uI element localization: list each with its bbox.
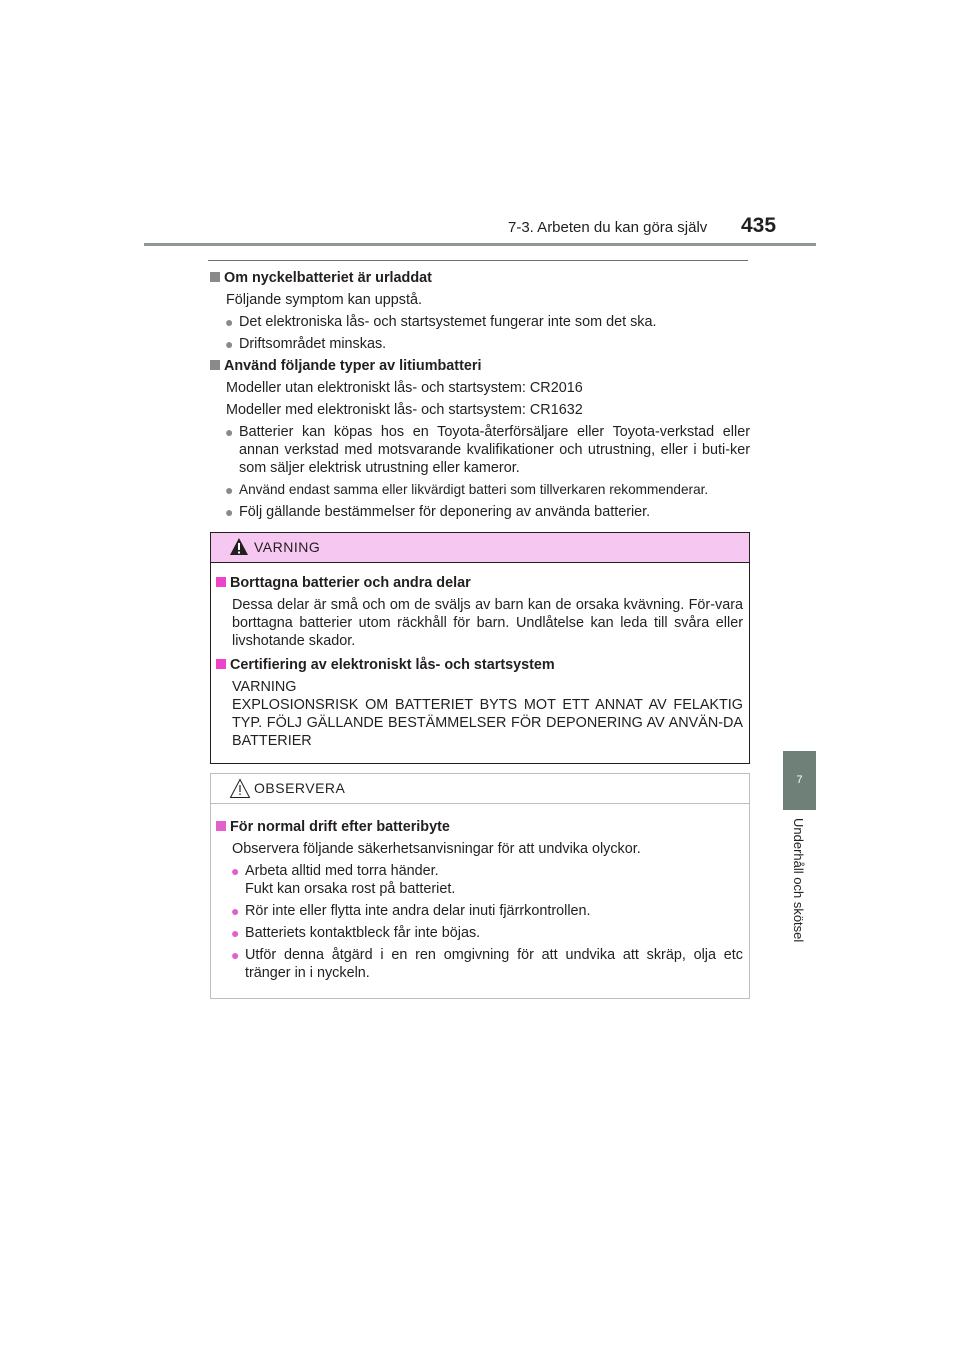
paragraph: VARNING <box>232 679 297 695</box>
list-item: ● Batteriets kontaktbleck får inte böjas. <box>231 925 481 941</box>
bullet-dot-icon: ● <box>225 504 234 520</box>
square-bullet-icon <box>210 360 220 370</box>
list-item: ● Använd endast samma eller likvärdigt batteri som tillverkaren rekommenderar. <box>225 482 709 498</box>
header-section-title: 7-3. Arbeten du kan göra själv <box>508 219 708 236</box>
header-rule <box>144 243 816 246</box>
list-item: ● Driftsområdet minskas. <box>225 336 387 352</box>
bullet-dot-icon: ● <box>225 482 234 498</box>
section-heading-battery-types: Använd följande typer av litiumbatteri <box>210 357 750 375</box>
bullet-dot-icon: ● <box>231 925 240 941</box>
caution-header <box>211 774 749 804</box>
bullet-dot-icon: ● <box>231 903 240 919</box>
warning-triangle-icon <box>229 537 249 556</box>
warning-heading-removed-parts: Borttagna batterier och andra delar <box>216 574 743 592</box>
square-bullet-icon <box>216 577 226 587</box>
caution-box <box>210 773 750 999</box>
list-item: ● Utför denna åtgärd i en ren omgivning för att undvika att skräp, olja etc tränger in i nyckeln. <box>231 947 743 981</box>
square-bullet-icon <box>216 821 226 831</box>
warning-body <box>211 563 749 762</box>
paragraph: EXPLOSIONSRISK OM BATTERIET BYTS MOT ETT ANNAT AV FELAKTIG TYP. FÖLJ GÄLLANDE BESTÄMMELSER FÖR DEPONERING AV ANVÄN-DA BATTERIER <box>232 697 743 749</box>
paragraph: Observera följande säkerhetsanvisningar för att undvika olyckor. <box>232 841 641 857</box>
warning-heading-certification: Certifiering av elektroniskt lås- och startsystem <box>216 656 743 674</box>
chapter-side-label: Underhåll och skötsel <box>791 818 806 943</box>
square-bullet-icon <box>210 272 220 282</box>
content-top-rule <box>208 260 748 261</box>
main-content <box>210 266 750 521</box>
paragraph: Följande symptom kan uppstå. <box>226 292 422 308</box>
warning-label: VARNING <box>254 539 321 555</box>
caution-heading: För normal drift efter batteribyte <box>216 818 743 836</box>
warning-header <box>211 533 749 563</box>
section-heading-dead-battery: Om nyckelbatteriet är urladdat <box>210 269 750 287</box>
paragraph: Modeller med elektroniskt lås- och startsystem: CR1632 <box>226 402 583 418</box>
chapter-tab: 7 <box>783 751 816 810</box>
bullet-dot-icon: ● <box>231 947 240 963</box>
bullet-dot-icon: ● <box>231 863 240 879</box>
page-number: 435 <box>741 214 777 237</box>
bullet-dot-icon: ● <box>225 424 234 440</box>
bullet-dot-icon: ● <box>225 336 234 352</box>
paragraph: Modeller utan elektroniskt lås- och startsystem: CR2016 <box>226 380 583 396</box>
square-bullet-icon <box>216 659 226 669</box>
caution-label: OBSERVERA <box>254 780 346 796</box>
bullet-dot-icon: ● <box>225 314 234 330</box>
list-item: ● Batterier kan köpas hos en Toyota-återförsäljare eller Toyota-verkstad eller annan verkstad med motsvarande kvalifikationer och utrustning, eller i buti-ker som säljer elektrisk utrustning eller kameror. <box>225 424 750 476</box>
paragraph: Dessa delar är små och om de sväljs av barn kan de orsaka kvävning. För-vara borttagna batterier utom räckhåll för barn. Undlåtelse kan leda till svåra eller livshotande skador. <box>232 597 743 649</box>
list-item: ● Det elektroniska lås- och startsystemet fungerar inte som det ska. <box>225 314 657 330</box>
list-item: ● Rör inte eller flytta inte andra delar inuti fjärrkontrollen. <box>231 903 591 919</box>
caution-body <box>211 804 749 994</box>
list-item: ● Arbeta alltid med torra händer. Fukt kan orsaka rost på batteriet. <box>231 863 456 897</box>
warning-box <box>210 532 750 764</box>
list-item: ● Följ gällande bestämmelser för deponering av använda batterier. <box>225 504 651 520</box>
caution-triangle-icon <box>229 778 251 799</box>
